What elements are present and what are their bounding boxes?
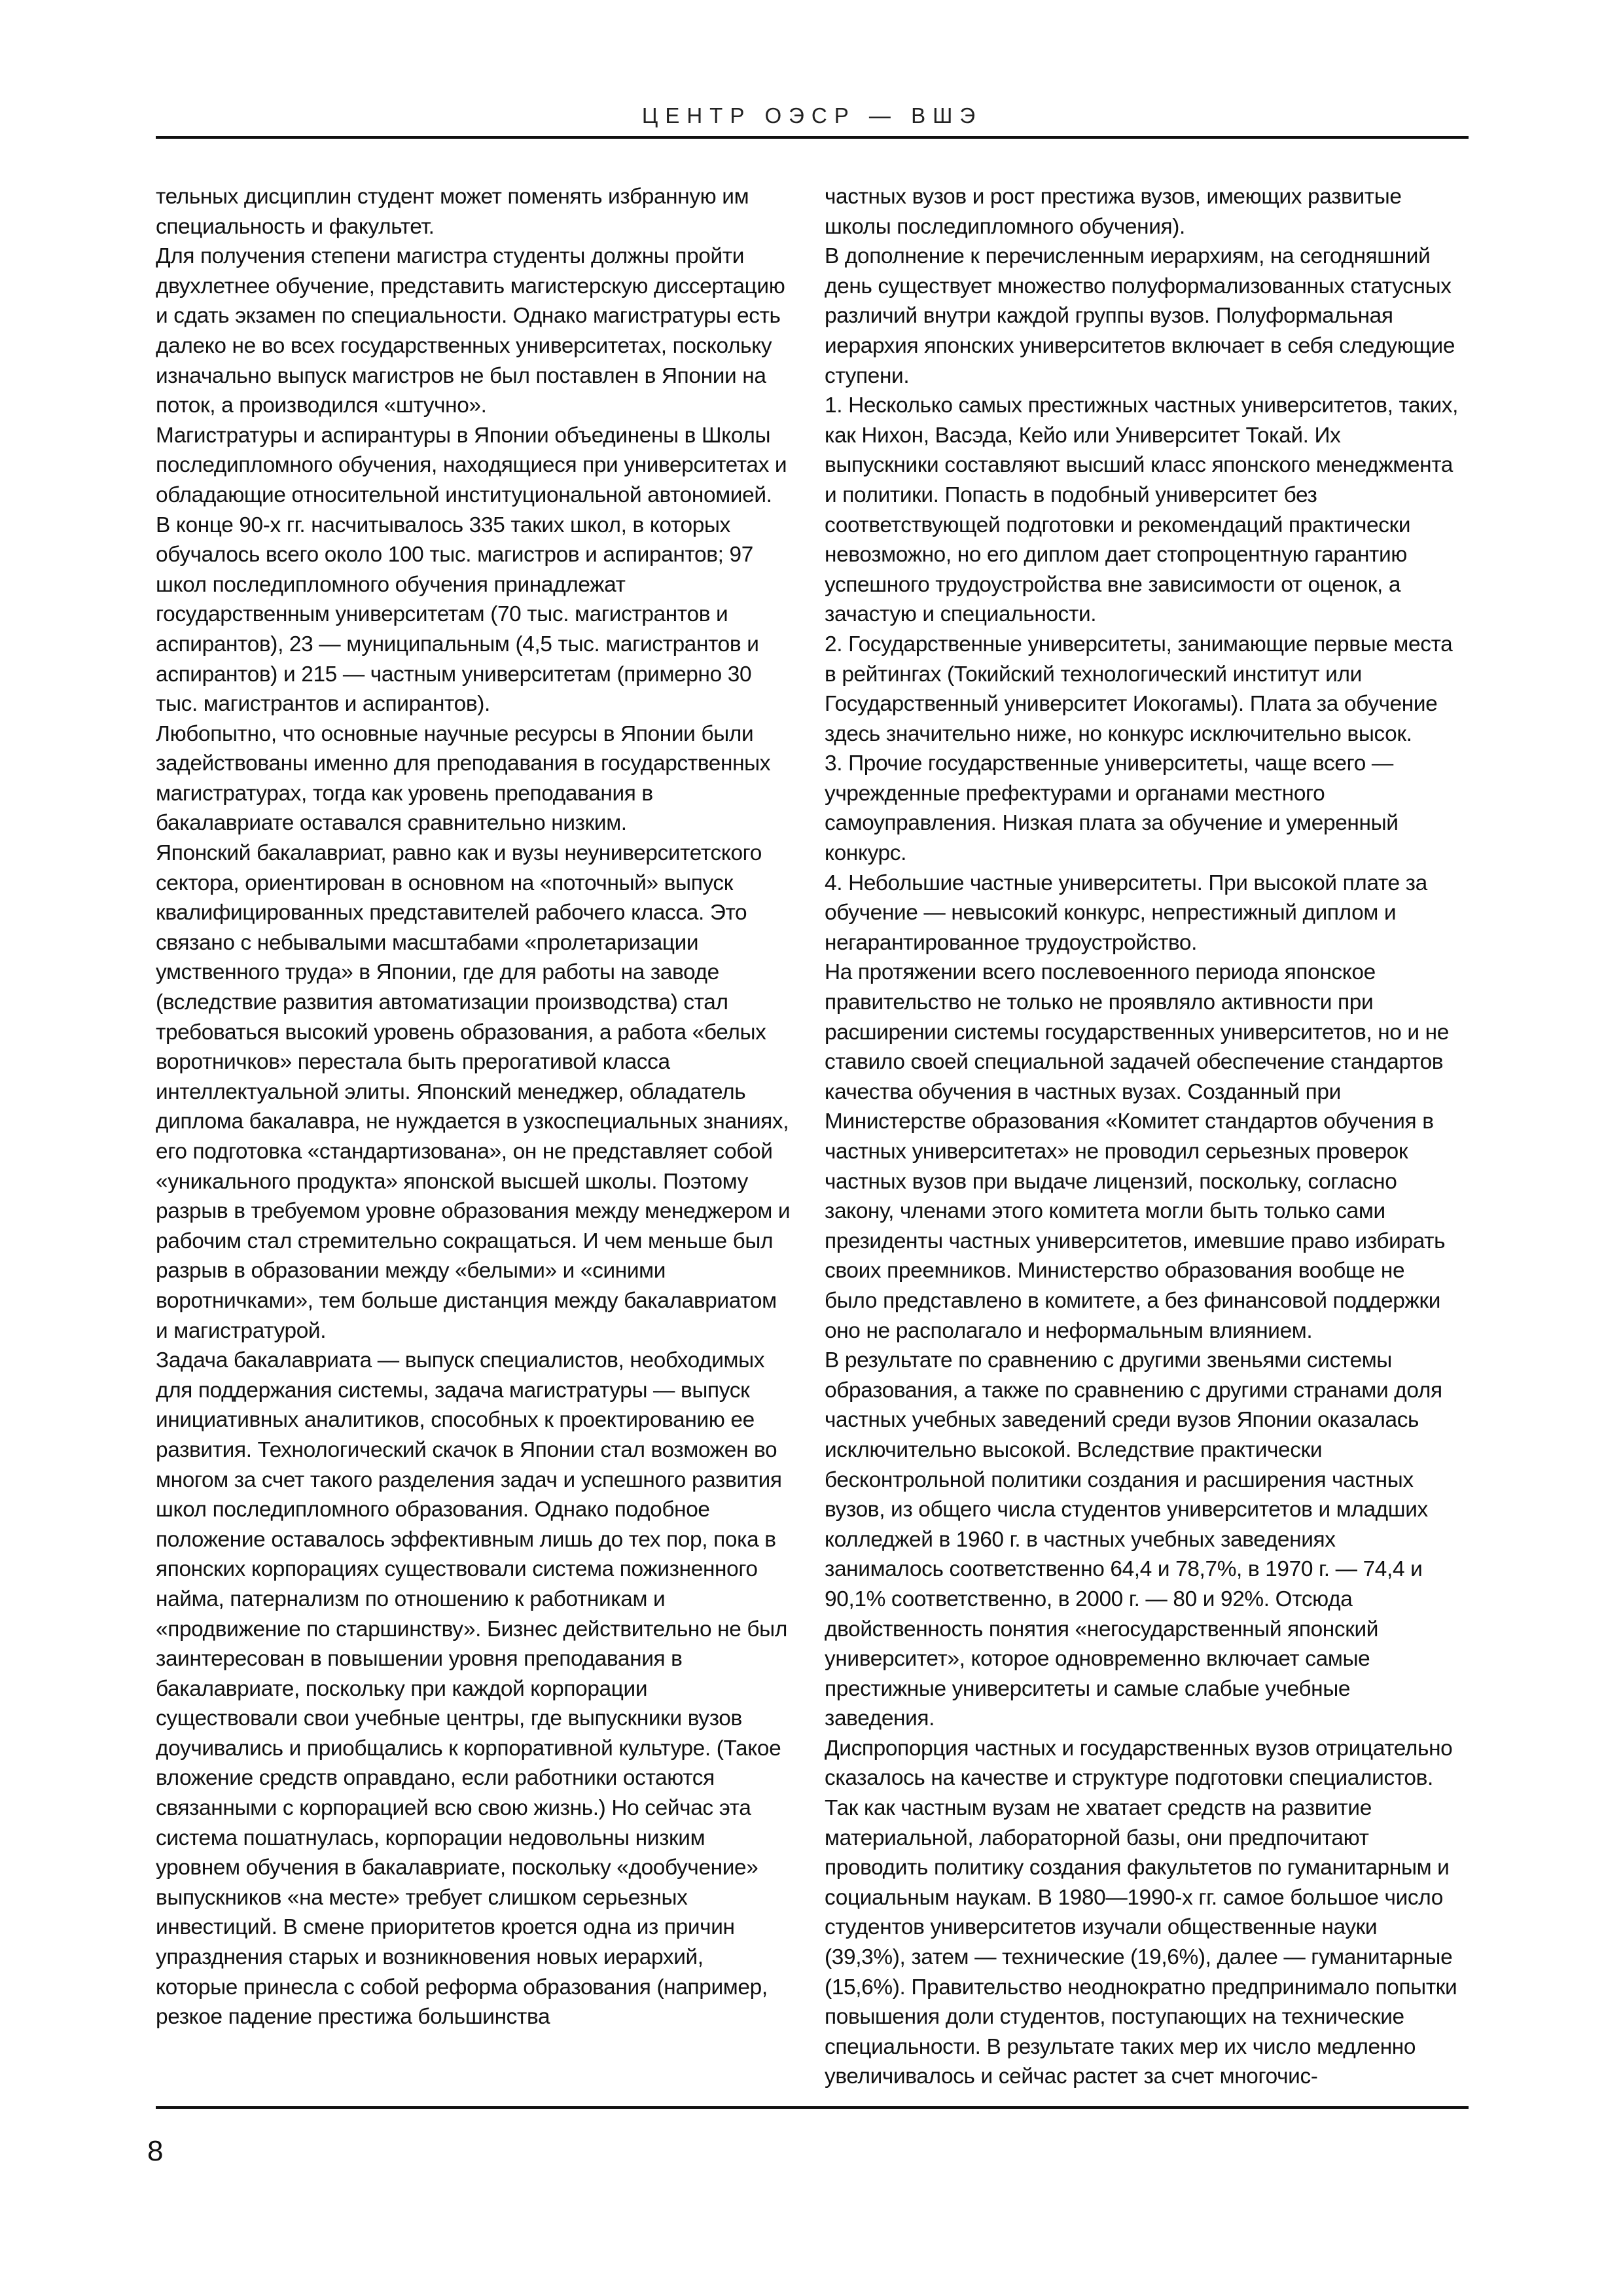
paragraph: Любопытно, что основные научные ресурсы в Японии были задействованы именно для преподавания в государственных магистратурах, тогда как уровень преподавания в бакалавриате оставался сравнительно низким. xyxy=(156,721,771,836)
paragraph: В дополнение к перечисленным иерархиям, на сегодняшний день существует множество полуформализованных статусных различий внутри каждой группы вузов. Полуформальная иерархия японских университетов включает в себя следующие ступени. xyxy=(825,244,1455,388)
paragraph: 1. Несколько самых престижных частных университетов, таких, как Нихон, Васэда, Кейо или Университет Токай. Их выпускники составляют высший класс японского менеджмента и политики. Попасть в подобный университет без соответствующей подготовки и рекомендаций практически невозможно, но его диплом дает стопроцентную гарантию успешного трудоустройства вне зависимости от оценок, а зачастую и специальности. xyxy=(825,393,1459,627)
paragraph: На протяжении всего послевоенного периода японское правительство не только не проявляло активности при расширении системы государственных университетов, но и не ставило своей специальной задачей обеспечение стандартов качества обучения в частных вузах. Созданный при Министерстве образования «Комитет стандартов обучения в частных университетах» не проводил серьезных проверок частных вузов при выдаче лицензий, поскольку, согласно закону, членами этого комитета могли быть только сами президенты частных университетов, имевшие право избирать своих преемников. Министерство образования вообще не было представлено в комитете, а без финансовой поддержки оно не располагало и неформальным влиянием. xyxy=(825,960,1449,1343)
page-number: 8 xyxy=(147,2135,164,2167)
paragraph: Задача бакалавриата — выпуск специалистов, необходимых для поддержания системы, задача магистратуры — выпуск инициативных аналитиков, способных к проектированию ее развития. Технологический скачок в Японии стал возможен во многом за счет такого разделения задач и успешного развития школ последипломного образования. Однако подобное положение оставалось эффективным лишь до тех пор, пока в японских корпорациях существовали система пожизненного найма, патернализм по отношению к работникам и «продвижение по старшинству». Бизнес действительно не был заинтересован в повышении уровня преподавания в бакалавриате, поскольку при каждой корпорации существовали свои учебные центры, где выпускники вузов доучивались и приобщались к корпоративной культуре. (Такое вложение средств оправдано, если работники остаются связанными с корпорацией всю свою жизнь.) Но сейчас эта система пошатнулась, корпорации недовольны низким уровнем обучения в бакалавриате, поскольку «дообучение» выпускников «на месте» требует слишком серьезных инвестиций. В смене приоритетов кроется одна из причин упразднения старых и возникновения новых иерархий, которые принесла с собой реформа образования (например, резкое падение престижа большинства xyxy=(156,1348,787,2030)
paragraph: Для получения степени магистра студенты должны пройти двухлетнее обучение, представить магистерскую диссертацию и сдать экзамен по специальности. Однако магистратуры есть далеко не во всех государственных университетах, поскольку изначально выпуск магистров не был поставлен в Японии на поток, а производился «штучно». xyxy=(156,244,785,418)
paragraph: В результате по сравнению с другими звеньями системы образования, а также по сравнению с другими странами доля частных учебных заведений среди вузов Японии оказалась исключительно высокой. Вследствие практически бесконтрольной политики создания и расширения частных вузов, из общего числа студентов университетов и младших колледжей в 1960 г. в частных учебных заведениях занималось соответственно 64,4 и 78,7%, в 1970 г. — 74,4 и 90,1% соответственно, в 2000 г. — 80 и 92%. Отсюда двойственность понятия «негосударственный японский университет», которое одновременно включает самые престижные университеты и самые слабые учебные заведения. xyxy=(825,1348,1442,1731)
paragraph: Японский бакалавриат, равно как и вузы неуниверситетского сектора, ориентирован в основном на «поточный» выпуск квалифицированных представителей рабочего класса. Это связано с небывалыми масштабами «пролетаризации умственного труда» в Японии, где для работы на заводе (вследствие развития автоматизации производства) стал требоваться высокий уровень образования, а работа «белых воротничков» перестала быть прерогативой класса интеллектуальной элиты. Японский менеджер, обладатель диплома бакалавра, не нуждается в узкоспециальных знаниях, его подготовка «стандартизована», он не представляет собой «уникального продукта» японской высшей школы. Поэтому разрыв в требуемом уровне образования между менеджером и рабочим стал стремительно сокращаться. И чем меньше был разрыв в образовании между «белыми» и «синими воротничками», тем больше дистанция между бакалавриатом и магистратурой. xyxy=(156,841,791,1343)
paragraph: Диспропорция частных и государственных вузов отрицательно сказалось на качестве и структуре подготовки специалистов. Так как частным вузам не хватает средств на развитие материальной, лабораторной базы, они предпочитают проводить политику создания факультетов по гуманитарным и социальным наукам. В 1980—1990-х гг. самое большое число студентов университетов изучали общественные науки (39,3%), затем — технические (19,6%), далее — гуманитарные (15,6%). Правительство неоднократно предпринимало попытки повышения доли студентов, поступающих на технические специальности. В результате таких мер их число медленно увеличивалось и сейчас растет за счет многочис- xyxy=(825,1736,1457,2089)
paragraph: Магистратуры и аспирантуры в Японии объединены в Школы последипломного обучения, находящиеся при университетах и обладающие относительной институциональной автономией. В конце 90-х гг. насчитывалось 335 таких школ, в которых обучалось всего около 100 тыс. магистров и аспирантов; 97 школ последипломного обучения принадлежат государственным университетам (70 тыс. магистрантов и аспирантов), 23 — муниципальным (4,5 тыс. магистрантов и аспирантов) и 215 — частным университетам (примерно 30 тыс. магистрантов и аспирантов). xyxy=(156,423,787,717)
paragraph: тельных дисциплин студент может поменять избранную им специальность и факультет. xyxy=(156,185,749,239)
running-header: ЦЕНТР ОЭСР — ВШЭ xyxy=(641,103,983,128)
paragraph: частных вузов и рост престижа вузов, имеющих развитые школы последипломного обучения). xyxy=(825,185,1402,239)
left-column xyxy=(156,182,791,2032)
paragraph: 2. Государственные университеты, занимающие первые места в рейтингах (Токийский технологический институт или Государственный университет Иокогамы). Плата за обучение здесь значительно ниже, но конкурс исключительно высок. xyxy=(825,632,1453,746)
right-column xyxy=(825,182,1459,2092)
footer-rule xyxy=(156,2106,1469,2109)
paragraph: 3. Прочие государственные университеты, чаще всего — учрежденные префектурами и органами местного самоуправления. Низкая плата за обучение и умеренный конкурс. xyxy=(825,751,1399,866)
paragraph: 4. Небольшие частные университеты. При высокой плате за обучение — невысокий конкурс, непрестижный диплом и негарантированное трудоустройство. xyxy=(825,870,1427,955)
header-rule xyxy=(156,136,1469,139)
